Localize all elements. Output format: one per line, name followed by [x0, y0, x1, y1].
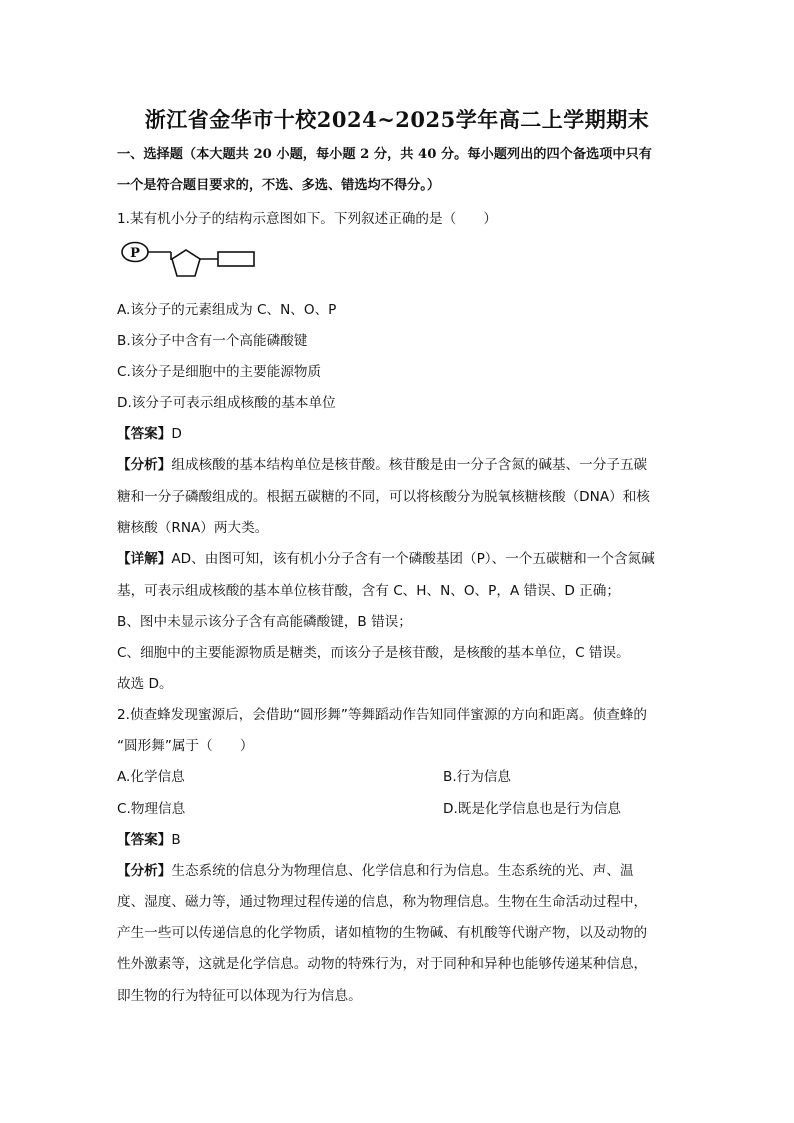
q2-analysis-line-2: 度、湿度、磁力等，通过物理过程传递的信息，称为物理信息。生物在生命活动过程中， [117, 894, 648, 910]
q2-option-d: D.既是化学信息也是行为信息 [443, 801, 621, 817]
q1-option-d: D.该分子可表示组成核酸的基本单位 [117, 395, 336, 411]
detail-text: AD、由图可知，该有机小分子含有一个磷酸基团（P）、一个五碳糖和一个含氮碱 [171, 551, 655, 567]
nucleotide-diagram [118, 238, 263, 284]
q2-analysis-line-3: 产生一些可以传递信息的化学物质，诸如植物的生物碱、有机酸等代谢产物，以及动物的 [117, 925, 648, 941]
document-title: 浙江省金华市十校2024~2025学年高二上学期期末 [144, 107, 650, 132]
phosphate-label: P [130, 246, 140, 261]
q1-detail-line-4: C、细胞中的主要能源物质是糖类，而该分子是核苷酸，是核酸的基本单位，C 错误。 [117, 645, 630, 661]
q1-option-c: C.该分子是细胞中的主要能源物质 [117, 364, 322, 380]
analysis-text: 组成核酸的基本结构单位是核苷酸。核苷酸是由一分子含氮的碱基、一分子五碳 [171, 457, 648, 473]
analysis-text: 生态系统的信息分为物理信息、化学信息和行为信息。生态系统的光、声、温 [171, 863, 634, 879]
question-2-stem-line-2: “圆形舞”属于（ ） [117, 738, 254, 754]
q2-answer [117, 832, 181, 848]
q2-analysis-line-1 [117, 863, 634, 879]
q2-option-b: B.行为信息 [443, 769, 512, 785]
question-1-stem: 1.某有机小分子的结构示意图如下。下列叙述正确的是（ ） [117, 211, 497, 227]
answer-value: D [171, 426, 182, 442]
detail-tag: 【详解】 [117, 551, 172, 567]
q1-analysis-line-2: 糖和一分子磷酸组成的。根据五碳糖的不同，可以将核酸分为脱氧核糖核酸（DNA）和核 [117, 489, 650, 505]
analysis-tag: 【分析】 [117, 863, 172, 879]
q1-detail-line-2: 基，可表示组成核酸的基本单位核苷酸，含有 C、H、N、O、P，A 错误、D 正确； [117, 583, 620, 599]
q2-analysis-line-5: 即生物的行为特征可以体现为行为信息。 [117, 988, 362, 1004]
q1-detail-line-3: B、图中未显示该分子含有高能磷酸键，B 错误； [117, 614, 412, 630]
q1-answer [117, 426, 182, 442]
q2-option-a: A.化学信息 [117, 769, 185, 785]
section-header-line-1: 一、选择题（本大题共 20 小题，每小题 2 分，共 40 分。每小题列出的四个备选项中只有 [117, 147, 652, 162]
nucleotide-structure-icon [118, 238, 263, 284]
q2-analysis-line-4: 性外激素等，这就是化学信息。动物的特殊行为，对于同种和异种也能够传递某种信息， [117, 956, 648, 972]
q2-option-c: C.物理信息 [117, 801, 186, 817]
q1-option-b: B.该分子中含有一个高能磷酸键 [117, 333, 308, 349]
question-2-stem-line-1: 2.侦查蜂发现蜜源后，会借助“圆形舞”等舞蹈动作告知同伴蜜源的方向和距离。侦查蜂的 [117, 707, 648, 723]
q1-analysis-line-3: 糖核酸（RNA）两大类。 [117, 520, 269, 536]
q1-analysis-line-1 [117, 457, 647, 473]
section-header-line-2: 一个是符合题目要求的，不选、多选、错选均不得分。） [117, 178, 441, 193]
answer-tag: 【答案】 [117, 426, 172, 442]
q1-option-a: A.该分子的元素组成为 C、N、O、P [117, 302, 337, 318]
analysis-tag: 【分析】 [117, 457, 172, 473]
q1-conclusion: 故选 D。 [117, 676, 173, 692]
answer-tag: 【答案】 [117, 832, 172, 848]
q1-detail-line-1 [117, 551, 655, 567]
answer-value: B [171, 832, 181, 848]
